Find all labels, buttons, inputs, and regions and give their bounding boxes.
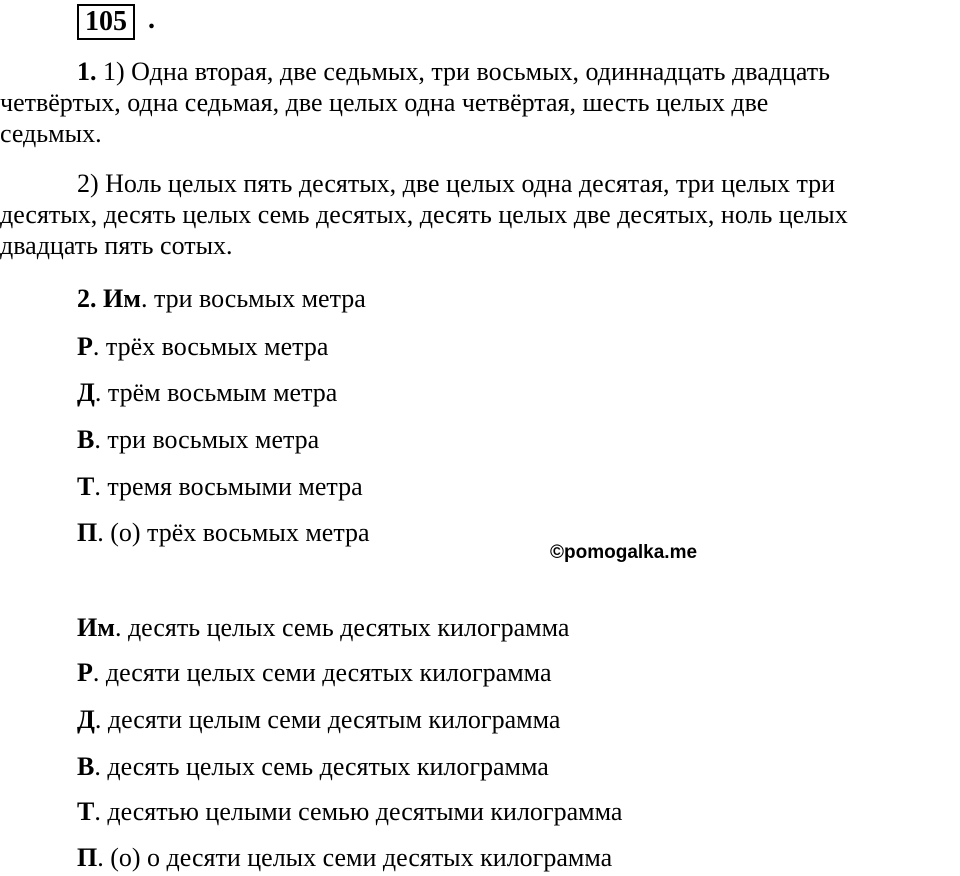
case-label: Т (77, 797, 95, 826)
case-label: Т (77, 472, 95, 501)
case-label: В (77, 752, 95, 781)
case-label: В (77, 425, 95, 454)
exercise-number: 105 (77, 4, 135, 40)
declension-1-line-3: Д. трём восьмым метра (77, 378, 338, 407)
declension-1-line-1: 2. Им. три восьмых метра (77, 284, 366, 313)
declension-2-line-1: Им. десять целых семь десятых килограмма (77, 613, 570, 642)
watermark: ©pomogalka.me (550, 542, 698, 563)
declension-2-line-5: Т. десятью целыми семью десятыми килограмма (77, 797, 623, 826)
paragraph-1: 1. 1) Одна вторая, две седьмых, три восьмых, одиннадцать двадцать четвёртых, одна седьмая, две целых одна четвёртая, шесть целых две седьмых. (0, 57, 830, 148)
declension-2-line-4: В. десять целых семь десятых килограмма (77, 752, 549, 781)
case-label: П (77, 518, 98, 547)
declension-1-line-6: П. (о) трёх восьмых метра (77, 518, 370, 547)
declension-1-line-4: В. три восьмых метра (77, 425, 320, 454)
case-label: Д (77, 705, 95, 734)
case-label: Им (77, 613, 115, 642)
section-marker-2: 2. (77, 284, 97, 313)
section-marker-1: 1. (77, 57, 97, 86)
case-label: П (77, 843, 98, 872)
declension-2-line-3: Д. десяти целым семи десятым килограмма (77, 705, 561, 734)
declension-1-line-2: Р. трёх восьмых метра (77, 332, 329, 361)
case-label: Им (103, 284, 141, 313)
paragraph-2: 2) Ноль целых пять десятых, две целых одна десятая, три целых три десятых, десять целых семь десятых, десять целых две десятых, ноль целых двадцать пять сотых. (0, 169, 848, 260)
case-label: Д (77, 378, 95, 407)
exercise-number-dot: . (148, 4, 155, 35)
declension-1-line-5: Т. тремя восьмыми метра (77, 472, 363, 501)
case-label: Р (77, 658, 93, 687)
case-label: Р (77, 332, 93, 361)
declension-2-line-2: Р. десяти целых семи десятых килограмма (77, 658, 552, 687)
declension-2-line-6: П. (о) о десяти целых семи десятых килограмма (77, 843, 613, 872)
